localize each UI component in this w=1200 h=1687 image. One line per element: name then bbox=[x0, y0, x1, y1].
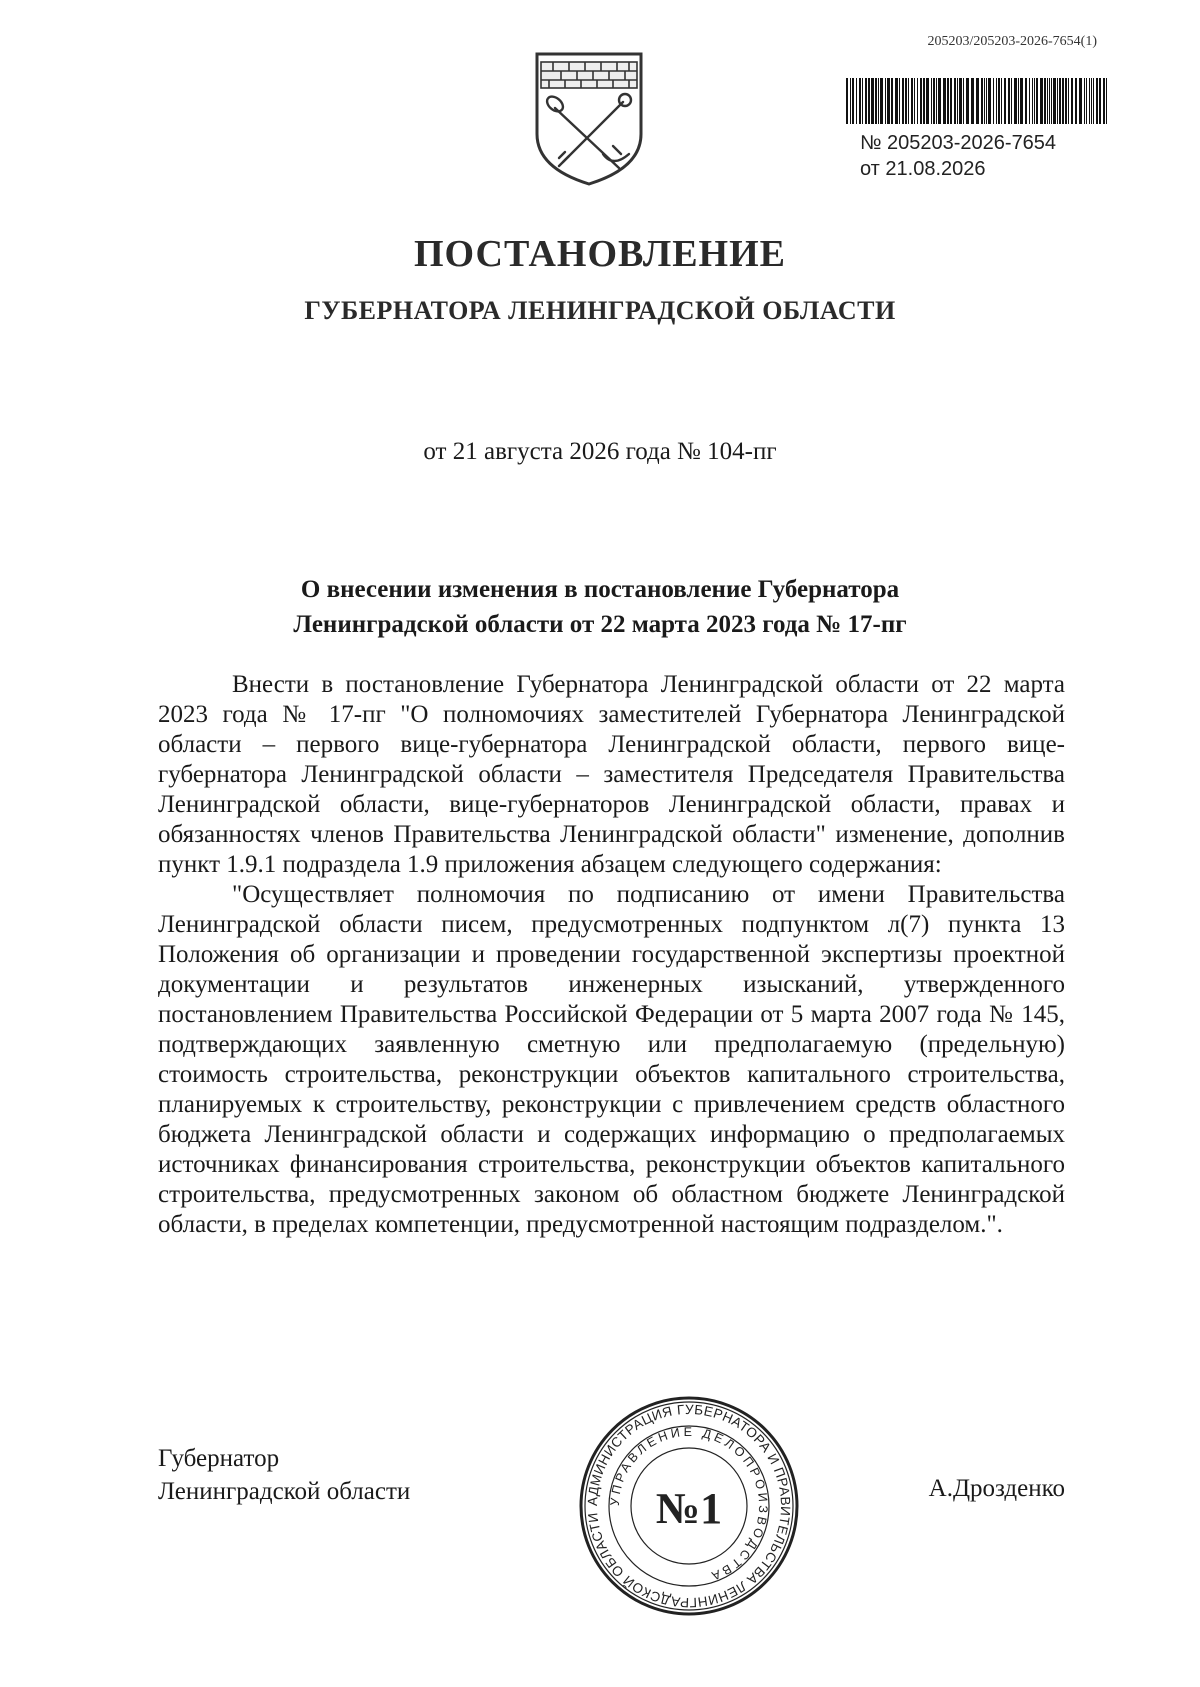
registration-block bbox=[860, 130, 1056, 182]
heading-line-1: О внесении изменения в постановление Губернатора bbox=[300, 576, 900, 603]
coat-of-arms-icon bbox=[533, 50, 645, 186]
registration-date: от 21.08.2026 bbox=[860, 158, 986, 180]
signatory-name: А.Дрозденко bbox=[928, 1475, 1065, 1502]
document-title: ПОСТАНОВЛЕНИЕ bbox=[413, 233, 787, 275]
document-subtitle: ГУБЕРНАТОРА ЛЕНИНГРАДСКОЙ ОБЛАСТИ bbox=[304, 296, 896, 325]
document-body bbox=[158, 670, 1065, 1240]
signatory-title-line-1: Губернатор bbox=[158, 1445, 280, 1472]
body-paragraph-1: Внести в постановление Губернатора Ленинградской области от 22 марта 2023 года № 17-пг "О полномочиях заместителей Губернатора Ленинградской области – первого вице-губернатора Ленинградской области, первого вице-губернатора Ленинградской области – заместителя Председателя Правительства Ленинградской области, вице-губернаторов Ленинградской области, правах и обязанностях членов Правительства Ленинградской области" изменение, дополнив пункт 1.9.1 подраздела 1.9 приложения абзацем следующего содержания: bbox=[158, 671, 1065, 878]
registration-number: № 205203-2026-7654 bbox=[860, 132, 1057, 154]
document-heading bbox=[200, 572, 1000, 642]
body-paragraph-2: "Осуществляет полномочия по подписанию от имени Правительства Ленинградской области писем, предусмотренных подпунктом л(7) пункта 13 Положения об организации и проведении государственной экспертизы проектной документации и результатов инженерных изысканий, утвержденного постановлением Правительства Российской Федерации от 5 марта 2007 года № 145, подтверждающих заявленную сметную или предполагаемую (предельную) стоимость строительства, реконструкции объектов капитального строительства, планируемых к строительству, реконструкции с привлечением средств областного бюджета Ленинградской области и содержащих информацию о предполагаемых источниках финансирования строительства, реконструкции объектов капитального строительства, предусмотренных законом об областном бюджете Ленинградской области, в пределах компетенции, предусмотренной настоящим подразделом.". bbox=[158, 881, 1065, 1238]
official-seal-icon bbox=[578, 1395, 800, 1617]
seal-outer-text: АДМИНИСТРАЦИЯ ГУБЕРНАТОРА И ПРАВИТЕЛЬСТВА ЛЕНИНГРАДСКОЙ ОБЛАСТИ bbox=[584, 1401, 794, 1611]
seal-center-text: №1 bbox=[655, 1484, 723, 1533]
reference-code: 205203/205203-2026-7654(1) bbox=[927, 34, 1097, 49]
seal-inner-text: УПРАВЛЕНИЕ ДЕЛОПРОИЗВОДСТВА bbox=[607, 1424, 771, 1584]
barcode-icon bbox=[846, 78, 1109, 124]
document-date-number: от 21 августа 2026 года № 104-пг bbox=[423, 438, 777, 465]
signatory-title-line-2: Ленинградской области bbox=[158, 1478, 411, 1505]
heading-line-2: Ленинградской области от 22 марта 2023 года № 17-пг bbox=[293, 611, 907, 638]
